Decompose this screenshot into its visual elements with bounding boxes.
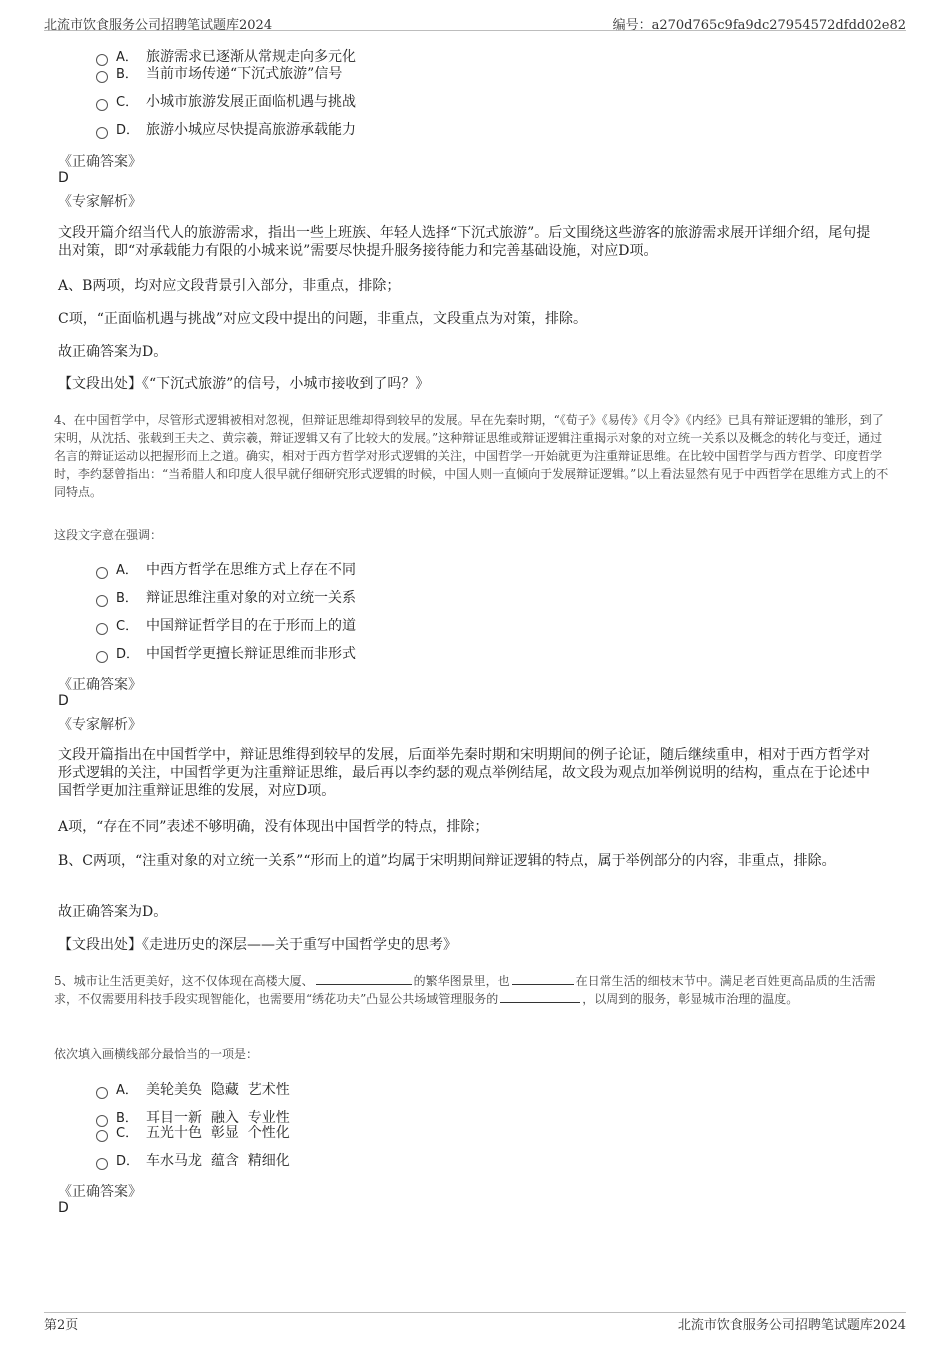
q3-analysis-paragraph: C项，“正面临机遇与挑战”对应文段中提出的问题，非重点，文段重点为对策，排除。	[58, 311, 588, 327]
q4-prompt: 这段文字意在强调：	[54, 528, 163, 542]
q3-analysis-paragraph: A、B两项，均对应文段背景引入部分，非重点，排除；	[58, 278, 401, 294]
fill-blank[interactable]	[316, 972, 412, 985]
q3-option-b[interactable]: B． 当前市场传递“下沉式旅游”信号	[96, 65, 342, 84]
header-title: 北流市饮食服务公司招聘笔试题库2024	[44, 18, 273, 33]
radio-icon[interactable]	[96, 567, 108, 579]
q4-option-b[interactable]: B． 辩证思维注重对象的对立统一关系	[96, 589, 356, 608]
q4-question-text: 4、在中国哲学中，尽管形式逻辑被相对忽视，但辩证思维却得到较早的发展。早在先秦时期，“《荀子》《易传》《月令》《内经》已具有辩证逻辑的雏形，到了宋明，从沈括、张载到王夫之、黄宗羲，辩证逻辑又有了比较大的发展。”这种辩证思维或辩证逻辑注重揭示对象的对立统一关系以及概念的转化与变迁，通过名言的辩证运动以把握形而上之道。确实，相对于西方哲学对形式逻辑的关注，中国哲学一开始就更为注重辩证思维。在比较中国哲学与西方哲学、印度哲学时，李约瑟曾指出：“当希腊人和印度人很早就仔细研究形式逻辑的时候，中国人则一直倾向于发展辩证逻辑。”以上看法显然有见于中西哲学在思维方式上的不同特点。	[54, 413, 889, 499]
page-header	[44, 0, 906, 31]
q3-option-a[interactable]: A． 旅游需求已逐渐从常规走向多元化	[96, 48, 356, 67]
radio-icon[interactable]	[96, 99, 108, 111]
q5-option-d[interactable]: D． 车水马龙 蕴含 精细化	[96, 1152, 290, 1171]
radio-icon[interactable]	[96, 127, 108, 139]
q4-analysis-paragraph: B、C两项，“注重对象的对立统一关系”“形而上的道”均属于宋明期间辩证逻辑的特点，属于举例部分的内容，非重点，排除。	[58, 853, 836, 869]
page-footer	[44, 1312, 906, 1333]
q5-answer-label: 《正确答案》	[58, 1184, 142, 1200]
q4-analysis-label: 《专家解析》	[58, 717, 142, 733]
q4-answer-label: 《正确答案》	[58, 677, 142, 693]
q3-analysis-label: 《专家解析》	[58, 194, 142, 210]
q4-analysis-paragraph: 文段开篇指出在中国哲学中，辩证思维得到较早的发展，后面举先秦时期和宋明期间的例子论证，随后继续重申，相对于西方哲学对形式逻辑的关注，中国哲学更为注重辩证思维，最后再以李约瑟的观点举例结尾，故文段为观点加举例说明的结构，重点在于论述中国哲学更加注重辩证思维的发展，对应D项。	[58, 747, 870, 799]
fill-blank[interactable]	[512, 972, 574, 985]
page-number: 第2页	[44, 1318, 79, 1333]
q5-question-text: 5、城市让生活更美好，这不仅体现在高楼大厦、 的繁华图景里，也 在日常生活的细枝末节中。满足老百姓更高品质的生活需求，不仅需要用科技手段实现智能化，也需要用“绣花功夫”凸显公共场域管理服务的 ，以周到的服务，彰显城市治理的温度。	[54, 974, 876, 1006]
q3-analysis-paragraph: 故正确答案为D。	[58, 344, 168, 360]
document-id: 编号：a270d765c9fa9dc27954572dfdd02e82	[612, 18, 906, 33]
q4-option-d[interactable]: D． 中国哲学更擅长辩证思维而非形式	[96, 645, 356, 664]
q5-answer: D	[58, 1200, 69, 1216]
radio-icon[interactable]	[96, 623, 108, 635]
q4-analysis-paragraph: A项，“存在不同”表述不够明确，没有体现出中国哲学的特点，排除；	[58, 819, 489, 835]
q3-source: 【文段出处】《“下沉式旅游”的信号，小城市接收到了吗？》	[58, 376, 430, 392]
q3-answer-label: 《正确答案》	[58, 154, 142, 170]
q3-option-c[interactable]: C． 小城市旅游发展正面临机遇与挑战	[96, 93, 356, 112]
radio-icon[interactable]	[96, 71, 108, 83]
footer-title: 北流市饮食服务公司招聘笔试题库2024	[677, 1318, 906, 1333]
q5-option-a[interactable]: A． 美轮美奂 隐藏 艺术性	[96, 1081, 290, 1100]
q4-option-a[interactable]: A． 中西方哲学在思维方式上存在不同	[96, 561, 356, 580]
q4-answer: D	[58, 693, 69, 709]
radio-icon[interactable]	[96, 1130, 108, 1142]
radio-icon[interactable]	[96, 651, 108, 663]
radio-icon[interactable]	[96, 1158, 108, 1170]
radio-icon[interactable]	[96, 1087, 108, 1099]
fill-blank[interactable]	[500, 990, 580, 1003]
q3-option-d[interactable]: D． 旅游小城应尽快提高旅游承载能力	[96, 121, 356, 140]
q5-option-b[interactable]: B． 耳目一新 融入 专业性	[96, 1109, 290, 1128]
q3-analysis-paragraph: 文段开篇介绍当代人的旅游需求，指出一些上班族、年轻人选择“下沉式旅游”。后文围绕这些游客的旅游需求展开详细介绍，尾句提出对策，即“对承载能力有限的小城来说”需要尽快提升服务接待能力和完善基础设施，对应D项。	[58, 225, 871, 259]
q4-source: 【文段出处】《走进历史的深层——关于重写中国哲学史的思考》	[58, 937, 457, 953]
radio-icon[interactable]	[96, 595, 108, 607]
q4-analysis-paragraph: 故正确答案为D。	[58, 904, 168, 920]
q5-option-c[interactable]: C． 五光十色 彰显 个性化	[96, 1124, 290, 1143]
q3-answer: D	[58, 170, 69, 186]
q5-prompt: 依次填入画横线部分最恰当的一项是：	[54, 1047, 259, 1061]
q4-option-c[interactable]: C． 中国辩证哲学目的在于形而上的道	[96, 617, 356, 636]
